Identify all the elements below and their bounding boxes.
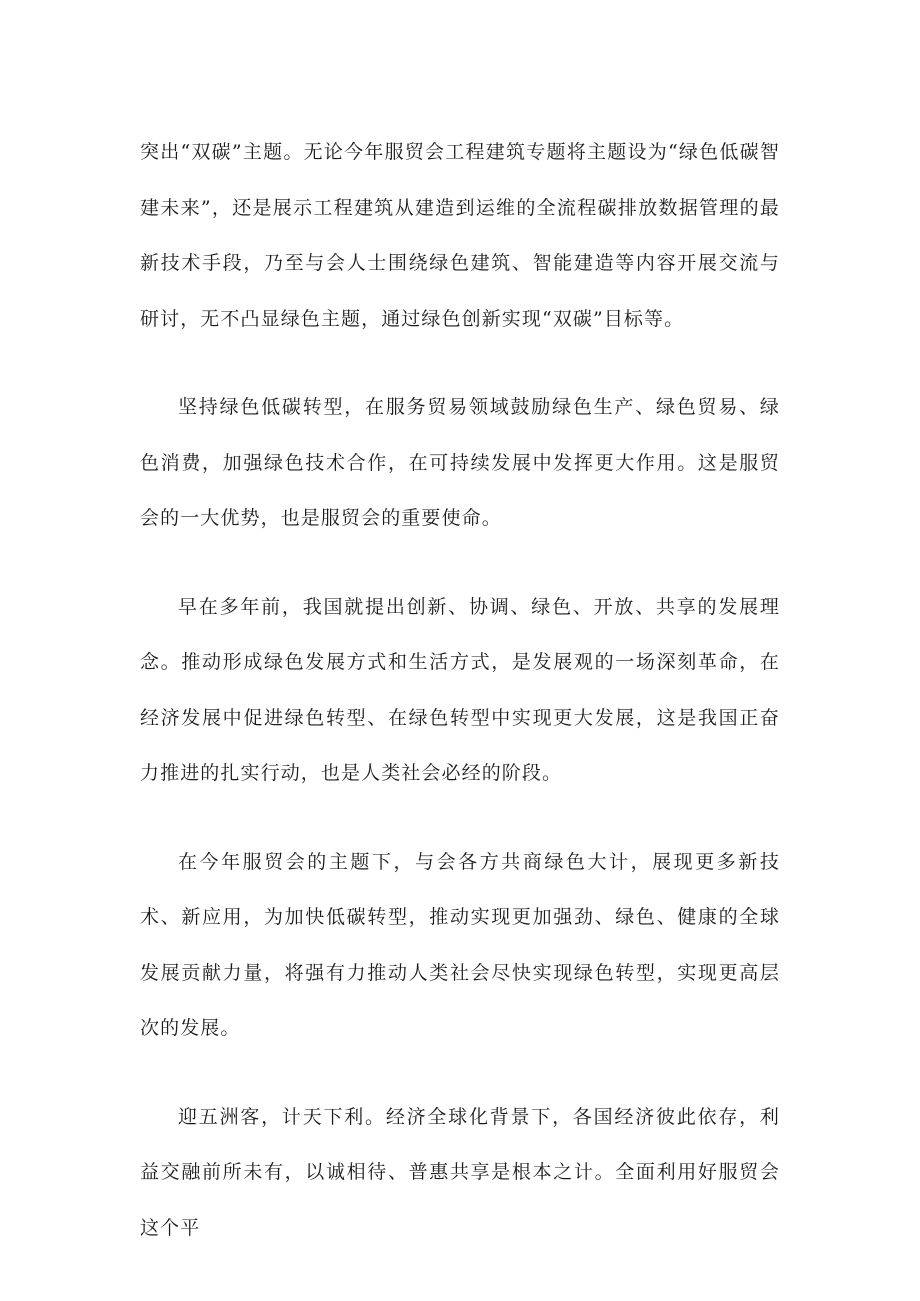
paragraph-2: 坚持绿色低碳转型，在服务贸易领域鼓励绿色生产、绿色贸易、绿色消费，加强绿色技术合作，在可持续发展中发挥更大作用。这是服贸会的一大优势，也是服贸会的重要使命。 (140, 396, 780, 529)
paragraph-1: 突出“双碳”主题。无论今年服贸会工程建筑专题将主题设为“绿色低碳智建未来”，还是展示工程建筑从建造到运维的全流程碳排放数据管理的最新技术手段，乃至与会人士围绕绿色建筑、智能建造等内容开展交流与研讨，无不凸显绿色主题，通过绿色创新实现“双碳”目标等。 (140, 141, 780, 330)
document-body (140, 125, 780, 1289)
paragraph-5: 迎五洲客，计天下利。经济全球化背景下，各国经济彼此依存，利益交融前所未有，以诚相待、普惠共享是根本之计。全面利用好服贸会这个平 (140, 1105, 780, 1239)
paragraph-3: 早在多年前，我国就提出创新、协调、绿色、开放、共享的发展理念。推动形成绿色发展方式和生活方式，是发展观的一场深刻革命，在经济发展中促进绿色转型、在绿色转型中实现更大发展，这是我国正奋力推进的扎实行动，也是人类社会必经的阶段。 (140, 595, 780, 784)
paragraph-4: 在今年服贸会的主题下，与会各方共商绿色大计，展现更多新技术、新应用，为加快低碳转型，推动实现更加强劲、绿色、健康的全球发展贡献力量，将强有力推动人类社会尽快实现绿色转型，实现更高层次的发展。 (140, 850, 780, 1039)
